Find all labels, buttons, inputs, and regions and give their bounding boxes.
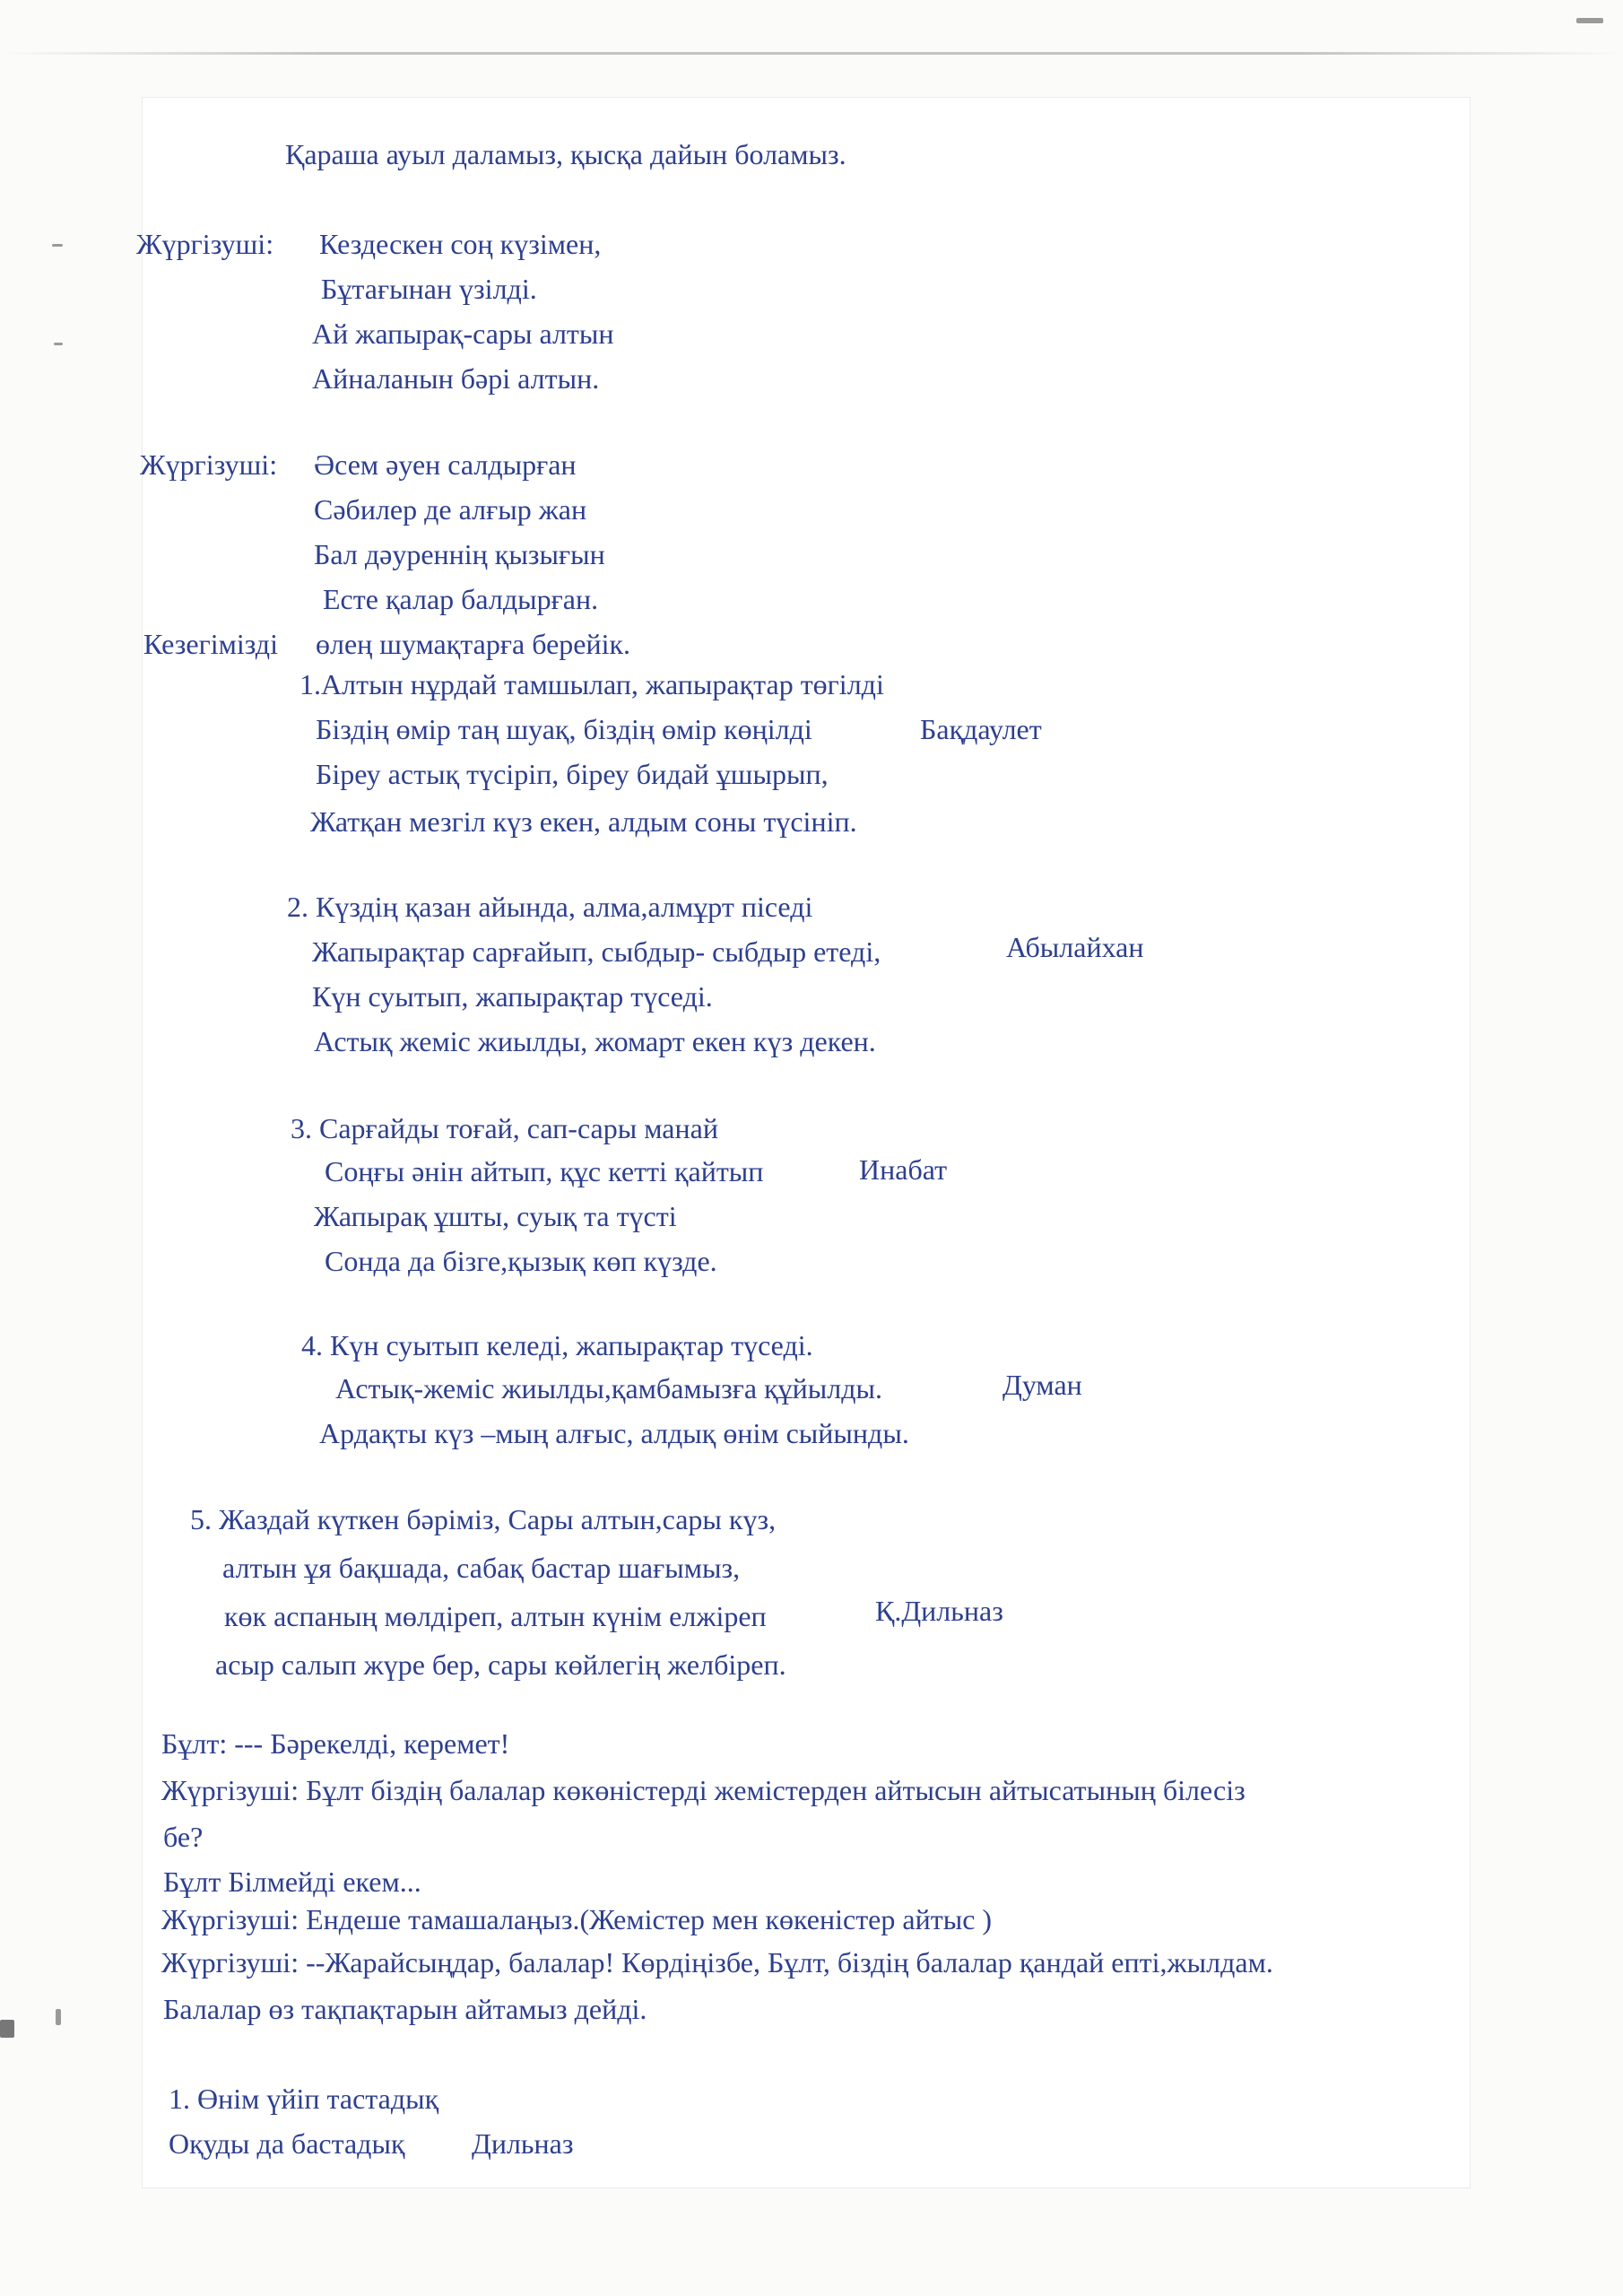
poem-line: Ардақты күз –мың алғыс, алдық өнім сыйынды. xyxy=(319,1417,909,1449)
scan-mark xyxy=(0,2020,14,2038)
poem-line: асыр салып жүре бер, сары көйлегің желбіреп. xyxy=(215,1648,786,1681)
intro-line: Қараша ауыл даламыз, қысқа дайын боламыз. xyxy=(285,138,846,170)
verse-line: Әсем әуен салдырған xyxy=(314,448,577,481)
poem-line: Жапырақ ұшты, суық та түсті xyxy=(314,1200,677,1232)
poem-line: Сонда да бізге,қызық көп күзде. xyxy=(325,1245,717,1277)
dialogue-line: Бұлт: --- Бәрекелді, керемет! xyxy=(161,1727,510,1760)
poem-line: Астық-жеміс жиылды,қамбамызға құйылды. xyxy=(335,1372,883,1405)
poem-line: 1.Алтын нұрдай тамшылап, жапырақтар төгілді xyxy=(299,668,884,700)
verse-line: Кездескен соң күзімен, xyxy=(319,228,602,260)
poem-line: Біреу астық түсіріп, біреу бидай ұшырып, xyxy=(316,758,829,790)
reader-name: Инабат xyxy=(859,1153,948,1186)
reader-name: Абылайхан xyxy=(1006,931,1144,963)
poem-line: Біздің өмір таң шуақ, біздің өмір көңілді xyxy=(316,713,812,745)
verse-line: Ай жапырақ-сары алтын xyxy=(312,317,614,350)
reader-name: Дильназ xyxy=(472,2127,574,2160)
verse-line: Сәбилер де алғыр жан xyxy=(314,493,587,526)
dialogue-line: бе? xyxy=(163,1821,204,1853)
dialogue-line: Жүргізуші: Ендеше тамашалаңыз.(Жемістер мен көкеністер айтыс ) xyxy=(161,1903,993,1935)
dialogue-line: Жүргізуші: Бұлт біздің балалар көкөністерді жемістерден айтысын айтысатының білесіз xyxy=(161,1774,1245,1806)
poem-line: 4. Күн суытып келеді, жапырақтар түседі. xyxy=(301,1329,813,1361)
transition-text: өлең шумақтарға берейік. xyxy=(316,628,631,660)
dialogue-line: Бұлт Білмейді екем... xyxy=(163,1866,421,1898)
poem-line: 5. Жаздай күткен бәріміз, Сары алтын,сары күз, xyxy=(190,1503,777,1535)
reader-name: Бақдаулет xyxy=(920,713,1042,745)
poem-line: 3. Сарғайды тоғай, сап-сары манай xyxy=(291,1112,718,1144)
transition-speaker: Кезегімізді xyxy=(143,628,278,660)
speaker-label: Жүргізуші: xyxy=(140,448,278,481)
poem-line: Жапырақтар сарғайып, сыбдыр- сыбдыр етеді, xyxy=(312,935,881,968)
scan-top-edge xyxy=(0,52,1623,55)
verse-line: Бал дәуреннің қызығын xyxy=(314,538,605,570)
verse-line: Бұтағынан үзілді. xyxy=(321,273,537,305)
scan-mark xyxy=(52,244,63,247)
poem-line: Астық жеміс жиылды, жомарт екен күз декен. xyxy=(314,1025,876,1057)
scan-mark xyxy=(54,343,63,345)
poem-line: Күн суытып, жапырақтар түседі. xyxy=(312,980,713,1013)
poem-line: алтын ұя бақшада, сабақ бастар шағымыз, xyxy=(222,1552,741,1584)
dialogue-line: Балалар өз тақпақтарын айтамыз дейді. xyxy=(163,1993,647,2025)
poem-line: Жатқан мезгіл күз екен, алдым соны түсініп. xyxy=(310,805,857,838)
final-line: Оқуды да бастадық xyxy=(169,2127,405,2160)
scan-mark xyxy=(56,2009,61,2025)
speaker-label: Жүргізуші: xyxy=(136,228,274,260)
final-line: 1. Өнім үйіп тастадық xyxy=(169,2083,439,2115)
reader-name: Думан xyxy=(1002,1369,1082,1401)
poem-line: көк аспаның мөлдіреп, алтын күнім елжіреп xyxy=(224,1600,767,1632)
dialogue-line: Жүргізуші: --Жарайсыңдар, балалар! Көрдіңізбе, Бұлт, біздің балалар қандай епті,жылдам. xyxy=(161,1946,1273,1979)
reader-name: Қ.Дильназ xyxy=(875,1595,1003,1627)
verse-line: Есте қалар балдырған. xyxy=(323,583,599,615)
scan-mark xyxy=(1576,18,1603,23)
verse-line: Айналанын бәрі алтын. xyxy=(312,362,600,395)
poem-line: 2. Күздің қазан айында, алма,алмұрт піседі xyxy=(287,891,813,923)
poem-line: Соңғы әнін айтып, құс кетті қайтып xyxy=(325,1155,764,1187)
